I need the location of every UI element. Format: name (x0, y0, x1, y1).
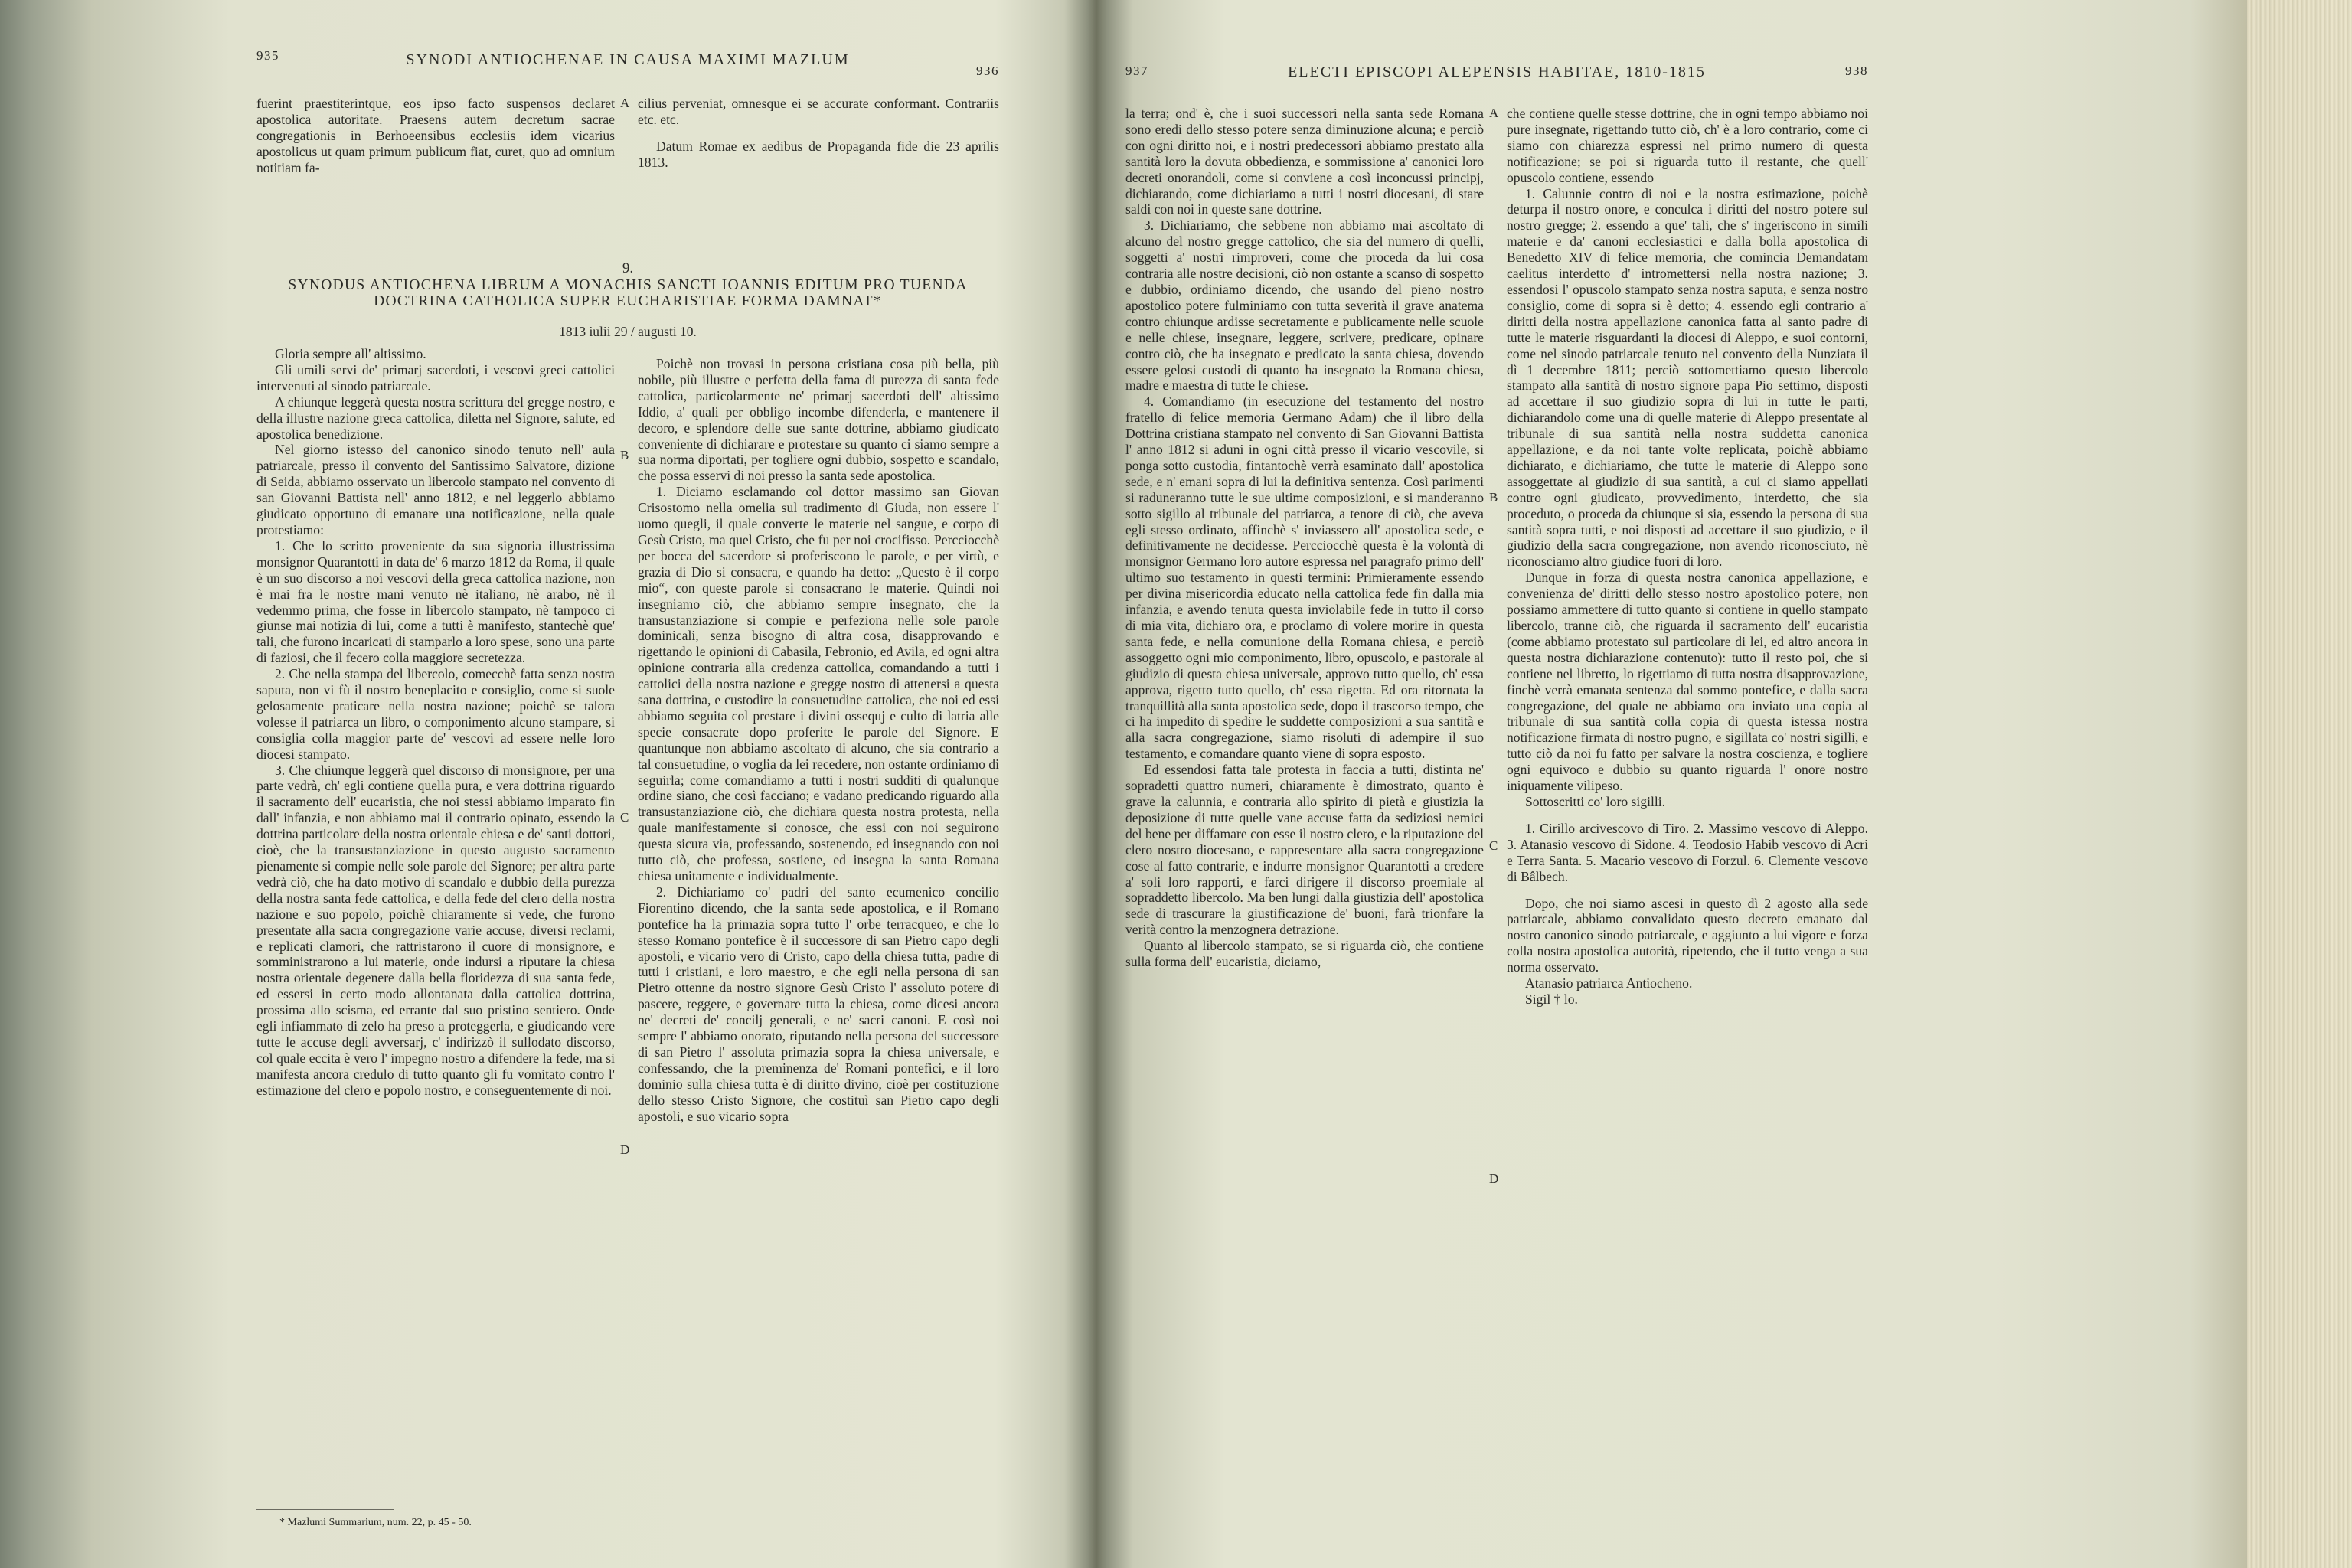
paragraph: 2. Che nella stampa del libercolo, comecchè fatta senza nostra saputa, non vi fù il nostro beneplacito e consiglio, come si suole gelosamente praticare nella nostra nazione; poichè se talora volesse il patriarca un libro, o componimento alcuno stampare, si consiglia colla maggior parte de' vescovi ad essere nelle loro diocesi stampato. (256, 666, 615, 762)
paragraph: 2. Dichiariamo co' padri del santo ecumenico concilio Fiorentino dicendo, che la santa sede apostolica, e il Romano pontefice ha la primazia sopra tutto l' orbe terracqueo, e che lo stesso Romano pontefice è il successore di san Pietro capo degli apostoli, e vicario vero di Cristo, capo della chiesa tutta, padre di tutti i cristiani, e loro maestro, e che egli nella persona di san Pietro ottenne da nostro signore Gesù Cristo l' assoluto potere di pascere, reggere, e governare tutta la chiesa, come dicesi ancora ne' decreti de' concilj generali, e ne' sacri canoni. E così noi sempre l' abbiamo onorato, riputando nella persona del successore di san Pietro l' assoluta primazia sopra la chiesa universale, e confessando, che la preminenza de' Romani pontefici, e il loro dominio sulla chiesa tutta è di diritto divino, cioè per costituzione dello stesso Cristo Signore, che costituì san Pietro capo degli apostoli, e suo vicario sopra (638, 884, 999, 1124)
paragraph: Nel giorno istesso del canonico sinodo tenuto nell' aula patriarcale, presso il convento del Santissimo Salvatore, dizione di Seida, abbiamo osservato un libercolo stampato nel convento di san Giovanni Battista nell' anno 1812, e nel leggerlo abbiamo giudicato opportuno di emanare una notificazione, nella quale protestiamo: (256, 442, 615, 537)
margin-letter-b: B (620, 448, 629, 462)
paragraph: la terra; ond' è, che i suoi successori nella santa sede Romana sono eredi dello stesso potere senza diminuzione alcuna; e perciò con ogni diritto noi, e i nostri predecessori abbiamo prestato alla santità loro la dovuta obbedienza, e sommissione a' canonici loro decreti onorandoli, come si conviene a così inconcussi principj, dichiarando, come dichiariamo a tutti i nostri diocesani, di stare saldi con noi in queste sane dottrine. (1125, 106, 1484, 217)
paragraph: Dopo, che noi siamo ascesi in questo dì 2 agosto alla sede patriarcale, abbiamo convalidato questo decreto emanato dal nostro canonico sinodo patriarcale, e aggiunto a lui vigore e forza colla nostra apostolica autorità, ripetendo, che il tutto venga a sua norma osservato. (1507, 895, 1868, 975)
document-title-line2: DOCTRINA CATHOLICA SUPER EUCHARISTIAE FORMA DAMNAT* (374, 293, 882, 309)
paragraph: fuerint praestiterintque, eos ipso facto suspensos declaret apostolica autoritate. Praesens autem decretum sacrae congregationis in Berhoeensibus ecclesiis idem vicarius apostolicus ut quam primum publicum fiat, curet, quo ad omnium notitiam fa- (256, 96, 615, 175)
margin-letter-c: C (1489, 838, 1498, 853)
paragraph: cilius perveniat, omnesque ei se accurate conformant. Contrariis etc. etc. (638, 96, 999, 127)
left-col2 (638, 356, 999, 1125)
paragraph: Datum Romae ex aedibus de Propaganda fide die 23 aprilis 1813. (638, 138, 999, 170)
margin-letter-a: A (620, 96, 630, 110)
document-title (256, 277, 999, 309)
margin-letter-c: C (620, 810, 629, 825)
paragraph: che contiene quelle stesse dottrine, che in ogni tempo abbiamo noi pure insegnate, rigettando tutto ciò, ch' è a loro contrario, come ci siamo con chiarezza espressi nel primo numero di questa notificazione; se poi si riguarda tutto il restante, che quell' opuscolo contiene, essendo (1507, 106, 1868, 185)
paragraph: 4. Comandiamo (in esecuzione del testamento del nostro fratello di felice memoria Germano Adam) che il libro della Dottrina cristiana stampato nel convento di San Giovanni Battista l' anno 1812 si aduni in ogni città presso il vicario vescovile, si ponga sotto custodia, fintantochè verrà esaminato dall' apostolica sede, e n' emani sopra di lui la definitiva sentenza. Così parimenti si raduneranno tutte le sue ultime composizioni, e si manderanno sotto sigillo al tribunale del patriarca, a tenore di ciò, che aveva egli stesso ordinato, affinchè s' inviassero all' apostolica sede, e definitivamente ne decidesse. Percciocchè questa è la volontà di monsignor Germano loro autore espressa nel paragrafo primo dell' ultimo suo testamento in questi termini: Primieramente essendo per divina misericordia educato nella cattolica fede fin dalla mia infanzia, e avendo tenuta questa inviolabile fede in tutto il corso di mia vita, dichiaro ora, e proclamo di volere morire in questa santa fede, e nella comunione della Romana chiesa, e perciò assoggetto ogni mio componimento, libro, opuscolo, e pastorale al giudizio di questa chiesa universale, approvo tutto quello, ch' essa approva, rigetto tutto quello, ch' essa rigetta. Ed ora ritornata la tranquillità alla santa apostolica sede, dopo il trascorso tempo, che ci ha impedito di spedire le suddette composizioni a sua santità e alla sacra congregazione, siamo risoluti di adempire il suo testamento, e comandare quanto viene di sopra esposto. (1125, 394, 1484, 762)
document-title-line1: SYNODUS ANTIOCHENA LIBRUM A MONACHIS SANCTI IOANNIS EDITUM PRO TUENDA (288, 277, 968, 293)
margin-letter-d: D (1489, 1171, 1499, 1186)
paragraph: Sottoscritti co' loro sigilli. (1525, 793, 1666, 809)
signatories: 1. Cirillo arcivescovo di Tiro. 2. Massimo vescovo di Aleppo. 3. Atanasio vescovo di Sidone. 4. Teodosio Habib vescovo di Acri e Terra Santa. 5. Macario vescovo di Forzul. 6. Clemente vescovo di Bâlbech. (1507, 820, 1868, 884)
right-running-head (1125, 42, 1868, 80)
left-top-col2 (638, 96, 999, 171)
paragraph: Ed essendosi fatta tale protesta in faccia a tutti, distinta ne' sopradetti quattro numeri, chiaramente è dimostrato, quanto è grave la calunnia, e contraria allo spirito di pietà e giustizia la deposizione di tutte quelle vane accuse fatta da sediziosi nemici del bene per diffamare con esse il nostro clero, e la riputazione del clero nostro diocesano, e rappresentare alla sacra congregazione cose al fatto contrarie, e indurre monsignor Quarantotti a credere a' soli loro rapporti, e farci dirigere il discorso proemiale al sopraddetto libercolo. Ma ben lungi dalla giustizia dell' apostolica sede di trascurare la giustificazione de' buoni, farà trionfare la verità contro la menzognera detrazione. (1125, 762, 1484, 938)
paragraph: A chiunque leggerà questa nostra scrittura del gregge nostro, e della illustre nazione greca cattolica, diletta nel Signore, salute, ed apostolica benedizione. (256, 394, 615, 442)
paragraph: Quanto al libercolo stampato, se si riguarda ciò, che contiene sulla forma dell' eucaristia, diciamo, (1125, 938, 1484, 970)
paragraph: 1. Diciamo esclamando col dottor massimo san Giovan Crisostomo nella omelia sul tradimento di Giuda, non essere l' uomo quegli, il quale converte le materie nel sangue, e corpo di Gesù Cristo, ma quel Cristo, che fu per noi crocifisso. Percciocchè per bocca del sacerdote si proferiscono le parole, e per virtù, e grazia di Dio si consacra, e quando ha detto: „Questo è il corpo mio“, con queste parole si consacrano le materie. Quindi noi insegniamo ciò, che abbiamo sempre insegnato, che la transustanziazione si compie e perfeziona nelle sole parole dominicali, senza bisogno di altra cosa, disapprovando e rigettando le opinioni di Cabasila, Febronio, ed Avila, ed ogni altra opinione contraria alla credenza cattolica, comandando a tutti i cattolici della nostra nazione e gregge nostro di attenersi a questa sana dottrina, e custodire la consuetudine cattolica, che noi ed essi abbiamo seguita col prestare i divini ossequj e culto di latria alle specie consacrate dopo proferite le parole del Signore. E quantunque non abbiamo ascoltato di alcuno, che sia contrario a tal consuetudine, o voglia da lei recedere, non ostante ordiniamo di seguirla; come comandiamo a tutti i nostri sudditi di qualunque ordine siano, che così facciano; e vadano predicando riguardo alla transustanziazione ciò, che dichiara questa nostra protesta, nella quale manifestamente si conosce, che essi con noi seguirono questa sicura via, professando, sostenendo, ed insegnando con noi tutto ciò, che professa, sostiene, ed insegna la santa Romana chiesa unitamente e individualmente. (638, 484, 999, 884)
margin-letter-a: A (1489, 106, 1499, 120)
right-running-title: ELECTI EPISCOPI ALEPENSIS HABITAE, 1810-1815 (1288, 64, 1706, 80)
paragraph: 1. Che lo scritto proveniente da sua signoria illustrissima monsignor Quarantotti in data de' 6 marzo 1812 da Roma, il quale è un suo discorso a noi vescovi della greca cattolica nazione, non è mai fra le nostre mani venuto nè italiano, nè arabo, nè il vedemmo prima, che fosse in libercolo stampato, nè tampoco ci giunse mai notizia di lui, come a tutti è manifesto, stantechè que' tali, che furono incaricati di stamparlo a loro spese, sono una parte di faziosi, che il fecero colla maggiore secretezza. (256, 537, 615, 666)
right-col2 (1507, 106, 1868, 1008)
left-col1 (256, 346, 615, 1099)
page-number-938: 938 (1845, 64, 1868, 78)
paragraph: Gloria sempre all' altissimo. (275, 346, 426, 361)
seal-line: Sigil † lo. (1525, 991, 1578, 1007)
footnote: * Mazlumi Summarium, num. 22, p. 45 - 50. (279, 1517, 472, 1528)
paragraph: Dunque in forza di questa nostra canonica appellazione, e convenienza de' diritti dello stesso nostro apostolico potere, non possiamo ammettere di tutto quanto si contiene in quello stampato libercolo, tranne ciò, che riguarda il sacramento dell' eucaristia (come abbiamo protestato sul particolare di lei, ed altro ancora in questa nostra dichiarazione contenuto): tutto il resto poi, che si contiene nel libretto, lo rigettiamo di tutta nostra disapprovazione, finchè verrà emanata sentenza dal sommo pontefice, e dalla sacra congregazione, del quale ne abbiamo ora inviato una copia al tribunale di sua santità colla copia di questa istessa nostra notificazione firmata di nostro pugno, e sigillata co' nostri sigilli, e tutto ciò da noi fu fatto per salvare la nostra coscienza, e togliere ogni equivoco e dubbio su quanto riguarda l' onore nostro iniquamente vilipeso. (1507, 570, 1868, 794)
page-number-936: 936 (976, 64, 999, 78)
left-running-title: SYNODI ANTIOCHENAE IN CAUSA MAXIMI MAZLUM (406, 51, 850, 68)
paragraph: 3. Che chiunque leggerà quel discorso di monsignore, per una parte vedrà, ch' egli contiene quella pura, e vera dottrina riguardo il sacramento dell' eucaristia, che noi stessi abbiamo imparato fin dall' infanzia, e non abbiamo mai il contrario opinato, essendo la dottrina particolare della nostra orientale chiesa e de' santi dottori, cioè, che la transustanziazione in questo augusto sacramento pienamente si compie nelle sole parole del Signore; per altra parte vedrà ciò, che ha dato motivo di scandalo e dubbio della purezza della nostra santa fede cattolica, e della fede del clero della nostra nazione e suo popolo, poichè chiaramente si vede, che furono presentate alla sacra congregazione varie accuse, diversi reclami, e replicati clamori, che rattristarono il cuore di monsignore, e somministrarono a lui materie, onde indursi a riputare la chiesa nostra orientale degenere dalla bella floridezza di sua santa fede, ed essersi in certo modo allontanata dalla cattolica dottrina, prossima allo scisma, ed errante dal suo pristino sentiero. Onde egli infiammato di zelo ha preso a proteggerla, e giudicando vere tutte le accuse degli avversarj, c' indirizzò il sullodato discorso, col quale eccita è vero l' impegno nostro a difendere la fede, ma si manifesta ancora credulo di tutto quanto gli fu vomitato contro l' estimazione del clero e popolo nostro, e conseguentemente di noi. (256, 762, 615, 1098)
page-edges (2247, 0, 2352, 1568)
paragraph: Poichè non trovasi in persona cristiana cosa più bella, più nobile, più illustre e perfetta della fama di purezza di santa fede cattolica, particolarmente ne' primarj sacerdoti dell' altissimo Iddio, a' quali per obbligo incombe difenderla, e mantenere il decoro, e splendore delle sue sante dottrine, abbiamo giudicato conveniente di dichiarare e protestare su quanto ci siamo sempre a sua norma diportati, per togliere ogni dubbio, sospetto e scandalo, che possa esservi di noi presso la santa sede apostolica. (638, 356, 999, 484)
document-date: 1813 iulii 29 / augusti 10. (559, 324, 697, 339)
left-running-head (256, 42, 999, 78)
margin-letter-b: B (1489, 490, 1498, 505)
paragraph: 3. Dichiariamo, che sebbene non abbiamo mai ascoltato di alcuno del nostro gregge cattolico, che sia del numero di quelli, soggetti a' nostri rimproveri, come che proceda da lui cosa contraria alle nostre decisioni, ciò non ostante a scanso di sospetto e dubbio, ordiniamo dicendo, che usando del pieno nostro apostolico potere fulminiamo con tutta severità il grave anatema contro chiunque ardisse secretamente e publicamente nelle scuole e nelle chiese, insegnare, leggere, scrivere, predicare, opinare contro ciò, che ha insegnato e predicato la santa chiesa, dovendo essere gelosi custodi di quanto ha insegnato la Romana chiesa, madre e maestra di tutte le chiese. (1125, 217, 1484, 394)
right-page (1125, 42, 1868, 1535)
footnote-rule (256, 1509, 394, 1510)
right-col1 (1125, 106, 1484, 970)
left-top-col1 (256, 96, 615, 176)
paragraph: Gli umili servi de' primarj sacerdoti, i vescovi greci cattolici intervenuti al sinodo patriarcale. (256, 361, 615, 394)
left-page (256, 42, 999, 1535)
page-number-935: 935 (256, 48, 279, 63)
document-number: 9. (622, 260, 634, 276)
signature-name: Atanasio patriarca Antiocheno. (1525, 975, 1693, 991)
page-number-937: 937 (1125, 64, 1148, 78)
paragraph: 1. Calunnie contro di noi e la nostra estimazione, poichè deturpa il nostro onore, e conculca i diritti del nostro potere sul nostro gregge; 2. essendo a que' tali, che s' ingeriscono in simili materie e da' canoni ecclesiastici e dalla bolla apostolica di Benedetto XIV di felice memoria, che comincia Demandatam caelitus interdetto d' intromettersi nella nostra nazione; 3. essendosi l' opuscolo stampato senza nostra saputa, e senza nostro consiglio, come di sopra si è detto; 4. essendo egli contrario a' diritti della nostra appellazione canonica fatta al santo padre di tutte le materie risguardanti la diocesi di Aleppo, e suoi contorni, come nel sinodo patriarcale tenuto nel convento della Nunziata il dì 1 decembre 1811; perciò sottomettiamo questo libercolo stampato alla santità di nostro signore papa Pio settimo, disposti ad accettare il suo giudizio sopra di lui in tutte le parti, dichiarandolo come una di quelle materie di Aleppo presentate al tribunale di sua santità nella nostra suddetta canonica appellazione, e da noi tante volte replicata, poichè abbiamo dichiarato, e dichiariamo, che tutte le materie di Aleppo sono assoggettate al giudizio di sua santità, a cui ci siamo appellati contro ogni giudicato, provvedimento, interdetto, che sia proceduto, o proceda da chiunque si sia, essendo la persona di sua santità sopra tutti, e noi disposti ad accettare il suo giudizio, e il giudizio della sacra congregazione, non avendo riconosciuto, nè riconosciamo altro giudice fuori di loro. (1507, 185, 1868, 570)
margin-letter-d: D (620, 1142, 630, 1157)
